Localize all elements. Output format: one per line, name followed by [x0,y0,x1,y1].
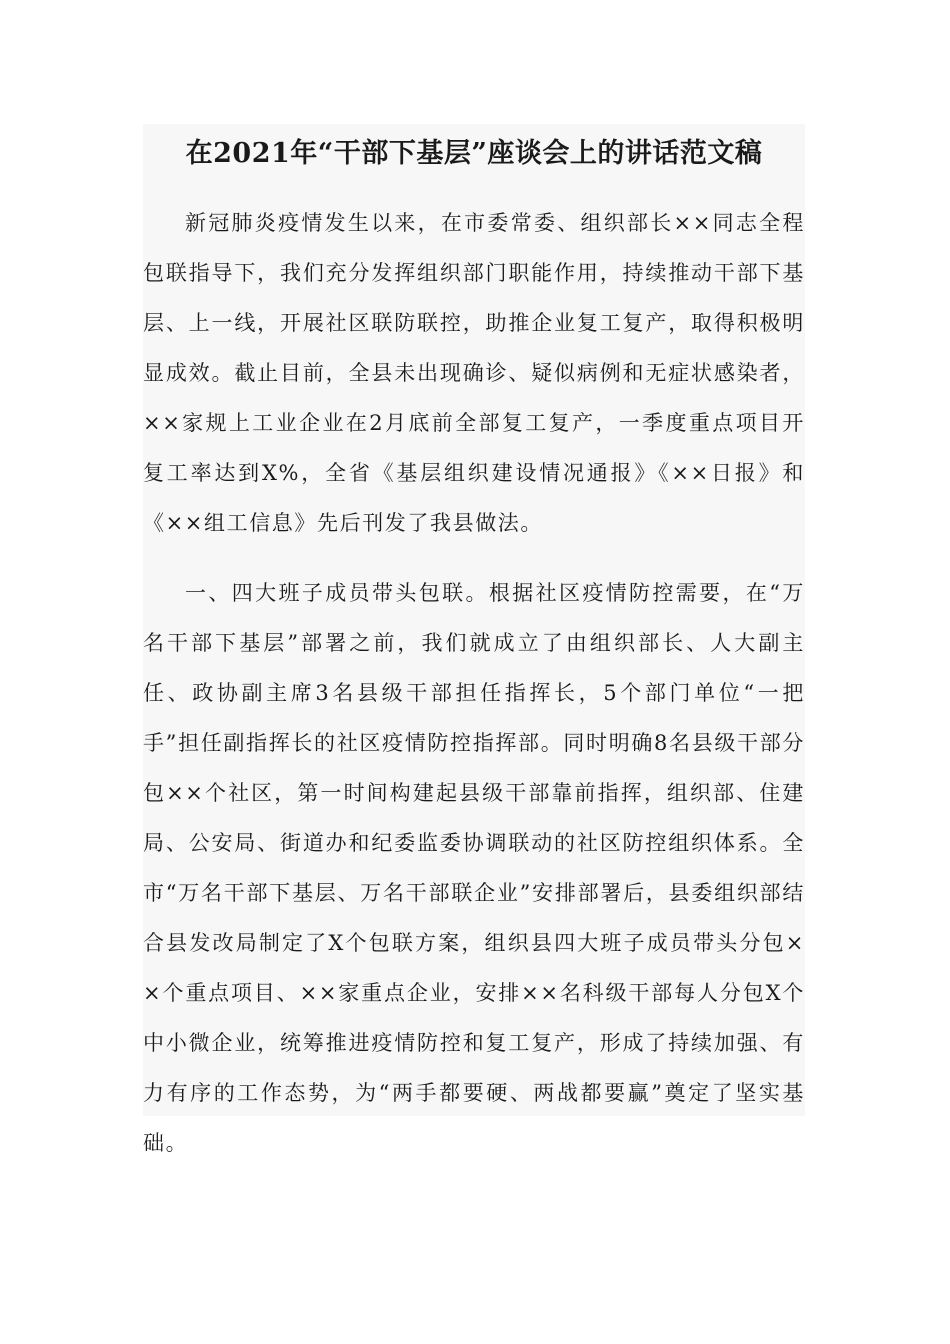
document-title: 在2021年“干部下基层”座谈会上的讲话范文稿 [185,138,763,169]
document-body [143,124,805,1155]
paragraph-section-1: 一、四大班子成员带头包联。根据社区疫情防控需要，在“万名干部下基层”部署之前，我们就成立了由组织部长、人大副主任、政协副主席3名县级干部担任指挥长，5个部门单位“一把手”担任副指挥长的社区疫情防控指挥部。同时明确8名县级干部分包××个社区，第一时间构建起县级干部靠前指挥，组织部、住建局、公安局、街道办和纪委监委协调联动的社区防控组织体系。全市“万名干部下基层、万名干部联企业”安排部署后，县委组织部结合县发改局制定了X个包联方案，组织县四大班子成员带头分包××个重点项目、××家重点企业，安排××名科级干部每人分包X个中小微企业，统筹推进疫情防控和复工复产，形成了持续加强、有力有序的工作态势，为“两手都要硬、两战都要赢”奠定了坚实基础。 [143,581,805,1155]
paragraph-intro: 新冠肺炎疫情发生以来，在市委常委、组织部长××同志全程包联指导下，我们充分发挥组织部门职能作用，持续推动干部下基层、上一线，开展社区联防联控，助推企业复工复产，取得积极明显成效。截止目前，全县未出现确诊、疑似病例和无症状感染者，××家规上工业企业在2月底前全部复工复产，一季度重点项目开复工率达到X%，全省《基层组织建设情况通报》《××日报》和《××组工信息》先后刊发了我县做法。 [143,211,805,535]
